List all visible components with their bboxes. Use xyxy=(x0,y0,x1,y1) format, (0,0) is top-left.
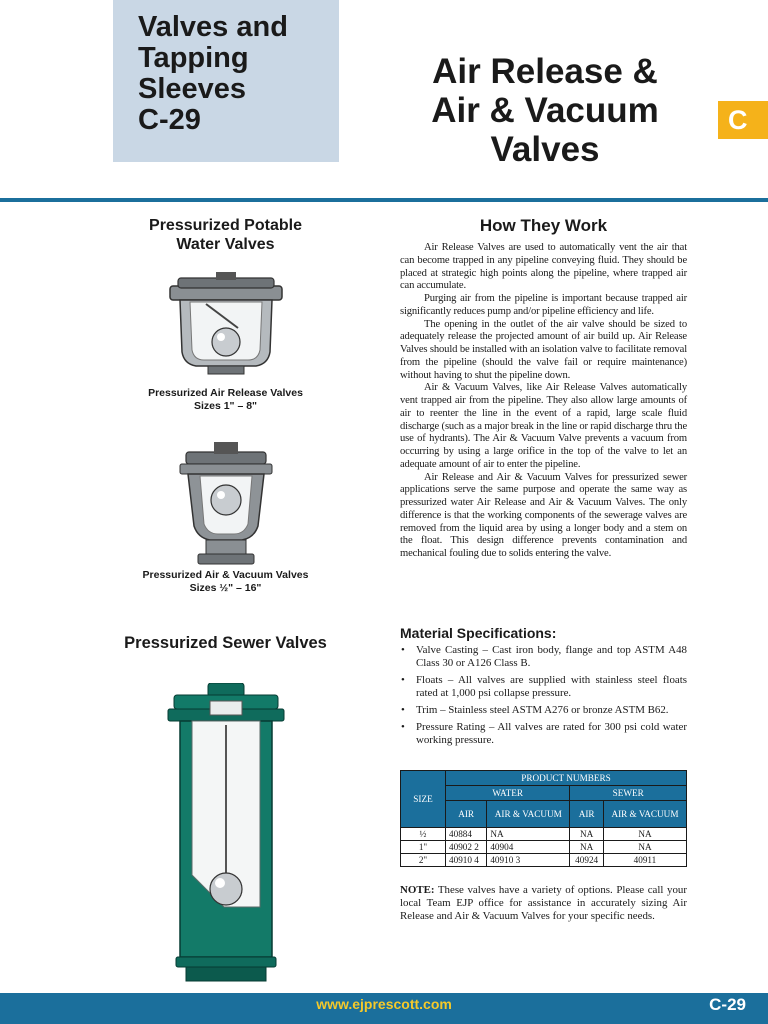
caption-line: Sizes ½" – 16" xyxy=(189,582,262,594)
table-cell: 40924 xyxy=(570,854,604,867)
sewer-air-vacuum-header: AIR & VACUUM xyxy=(603,801,686,828)
air-vacuum-valve-image xyxy=(178,442,274,566)
table-cell: NA xyxy=(487,828,570,841)
note-body: These valves have a variety of options. Please call your local Team EJP office for assistance in accurately sizing Air Release and Air & Vacuum Valves for your specific needs. xyxy=(400,884,687,922)
table-cell: 40884 xyxy=(446,828,487,841)
table-row xyxy=(401,828,687,841)
section-title-line: Valves and xyxy=(138,11,288,43)
note-label: NOTE: xyxy=(400,884,435,896)
page-title-line: Valves xyxy=(490,130,600,169)
table-cell: NA xyxy=(603,841,686,854)
water-header: WATER xyxy=(446,786,570,801)
list-item: • Valve Casting – Cast iron body, flange and top ASTM A48 Class 30 or A126 Class B. xyxy=(400,644,687,670)
section-header-box xyxy=(113,0,339,162)
table-cell: 40911 xyxy=(603,854,686,867)
product-numbers-header: PRODUCT NUMBERS xyxy=(446,771,687,786)
body-paragraph: The opening in the outlet of the air valve should be sized to adequately release the projected amount of air build up. Air Release Valves should be installed with an isolation valve to facilitate removal from the pipeline (should the valve fail or require maintenance) without having to shut the pipeline down. xyxy=(400,318,687,381)
body-paragraph: Air Release and Air & Vacuum Valves for pressurized sewer applications serve the same purpose and operate the same way as pressurized water Air Release and Air & Vacuum Valves. The only difference is that the working components of the sewerage valves are removed from the liquid area by using a longer body and a stem on the float. This design difference prevents contamination and mechanical fouling due to solids entering the valve. xyxy=(400,471,687,559)
potable-heading-line: Pressurized Potable xyxy=(149,217,302,234)
material-specs-heading: Material Specifications: xyxy=(400,625,557,641)
page-title xyxy=(395,52,695,169)
caption-line: Pressurized Air & Vacuum Valves xyxy=(142,569,309,581)
air-release-valve-image xyxy=(168,272,284,376)
section-title-line: Tapping xyxy=(138,42,249,74)
product-numbers-table xyxy=(400,770,687,867)
list-item: • Trim – Stainless steel ASTM A276 or bronze ASTM B62. xyxy=(400,704,687,717)
table-row xyxy=(401,854,687,867)
sewer-header: SEWER xyxy=(570,786,687,801)
caption-line: Pressurized Air Release Valves xyxy=(148,387,303,399)
size-header: SIZE xyxy=(401,771,446,828)
page-number: C-29 xyxy=(709,995,746,1014)
table-cell: NA xyxy=(570,841,604,854)
air-vacuum-caption xyxy=(113,569,338,595)
note-text xyxy=(400,884,687,922)
how-they-work-body xyxy=(400,242,687,561)
website-link[interactable]: www.ejprescott.com xyxy=(316,996,452,1012)
size-cell: 2" xyxy=(401,854,446,867)
water-air-vacuum-header: AIR & VACUUM xyxy=(487,801,570,828)
table-row xyxy=(401,841,687,854)
how-they-work-heading: How They Work xyxy=(479,216,608,235)
header-divider xyxy=(0,198,768,202)
caption-line: Sizes 1" – 8" xyxy=(193,400,258,412)
table-cell: 40902 2 xyxy=(446,841,487,854)
size-cell: ½ xyxy=(401,828,446,841)
list-item: • Pressure Rating – All valves are rated for 300 psi cold water working pressure. xyxy=(400,721,687,747)
potable-heading-line: Water Valves xyxy=(176,236,275,253)
section-title xyxy=(138,12,288,136)
material-specs-list xyxy=(400,644,687,751)
potable-heading xyxy=(113,216,338,254)
table-cell: NA xyxy=(603,828,686,841)
footer-bar xyxy=(0,993,768,1024)
table-cell: 40910 4 xyxy=(446,854,487,867)
page-title-line: Air & Vacuum xyxy=(431,91,659,130)
size-cell: 1" xyxy=(401,841,446,854)
table-cell: 40904 xyxy=(487,841,570,854)
section-tab[interactable]: C xyxy=(718,101,768,139)
table-cell: 40910 3 xyxy=(487,854,570,867)
sewer-heading: Pressurized Sewer Valves xyxy=(124,634,327,652)
sewer-air-header: AIR xyxy=(570,801,604,828)
page-title-line: Air Release & xyxy=(432,52,658,91)
sewer-valve-image xyxy=(166,683,286,983)
body-paragraph: Air & Vacuum Valves, like Air Release Valves automatically vent trapped air from the pipeline. They also allow large amounts of air to reenter the line in the event of a rapid, large scale fluid discharge (such as a major break in the line or rapid discharge thru the use of hydrants). The Air & Vacuum Valve prevents a vacuum from occurring by using a large orifice in the top of the valve to let an adequate amount of air to enter the pipeline. xyxy=(400,382,687,470)
body-paragraph: Air Release Valves are used to automatically vent the air that can become trapped in any pipeline conveying fluid. They should be placed at strategic high points along the pipeline, where trapped air can accumulate. xyxy=(400,242,687,292)
water-air-header: AIR xyxy=(446,801,487,828)
list-item: • Floats – All valves are supplied with stainless steel floats rated at 1,000 psi collapse pressure. xyxy=(400,674,687,700)
body-paragraph: Purging air from the pipeline is important because trapped air significantly reduces pump and/or pipeline efficiency and life. xyxy=(400,293,687,317)
air-release-caption xyxy=(113,387,338,413)
section-title-line: C-29 xyxy=(138,104,201,136)
table-cell: NA xyxy=(570,828,604,841)
section-title-line: Sleeves xyxy=(138,73,247,105)
